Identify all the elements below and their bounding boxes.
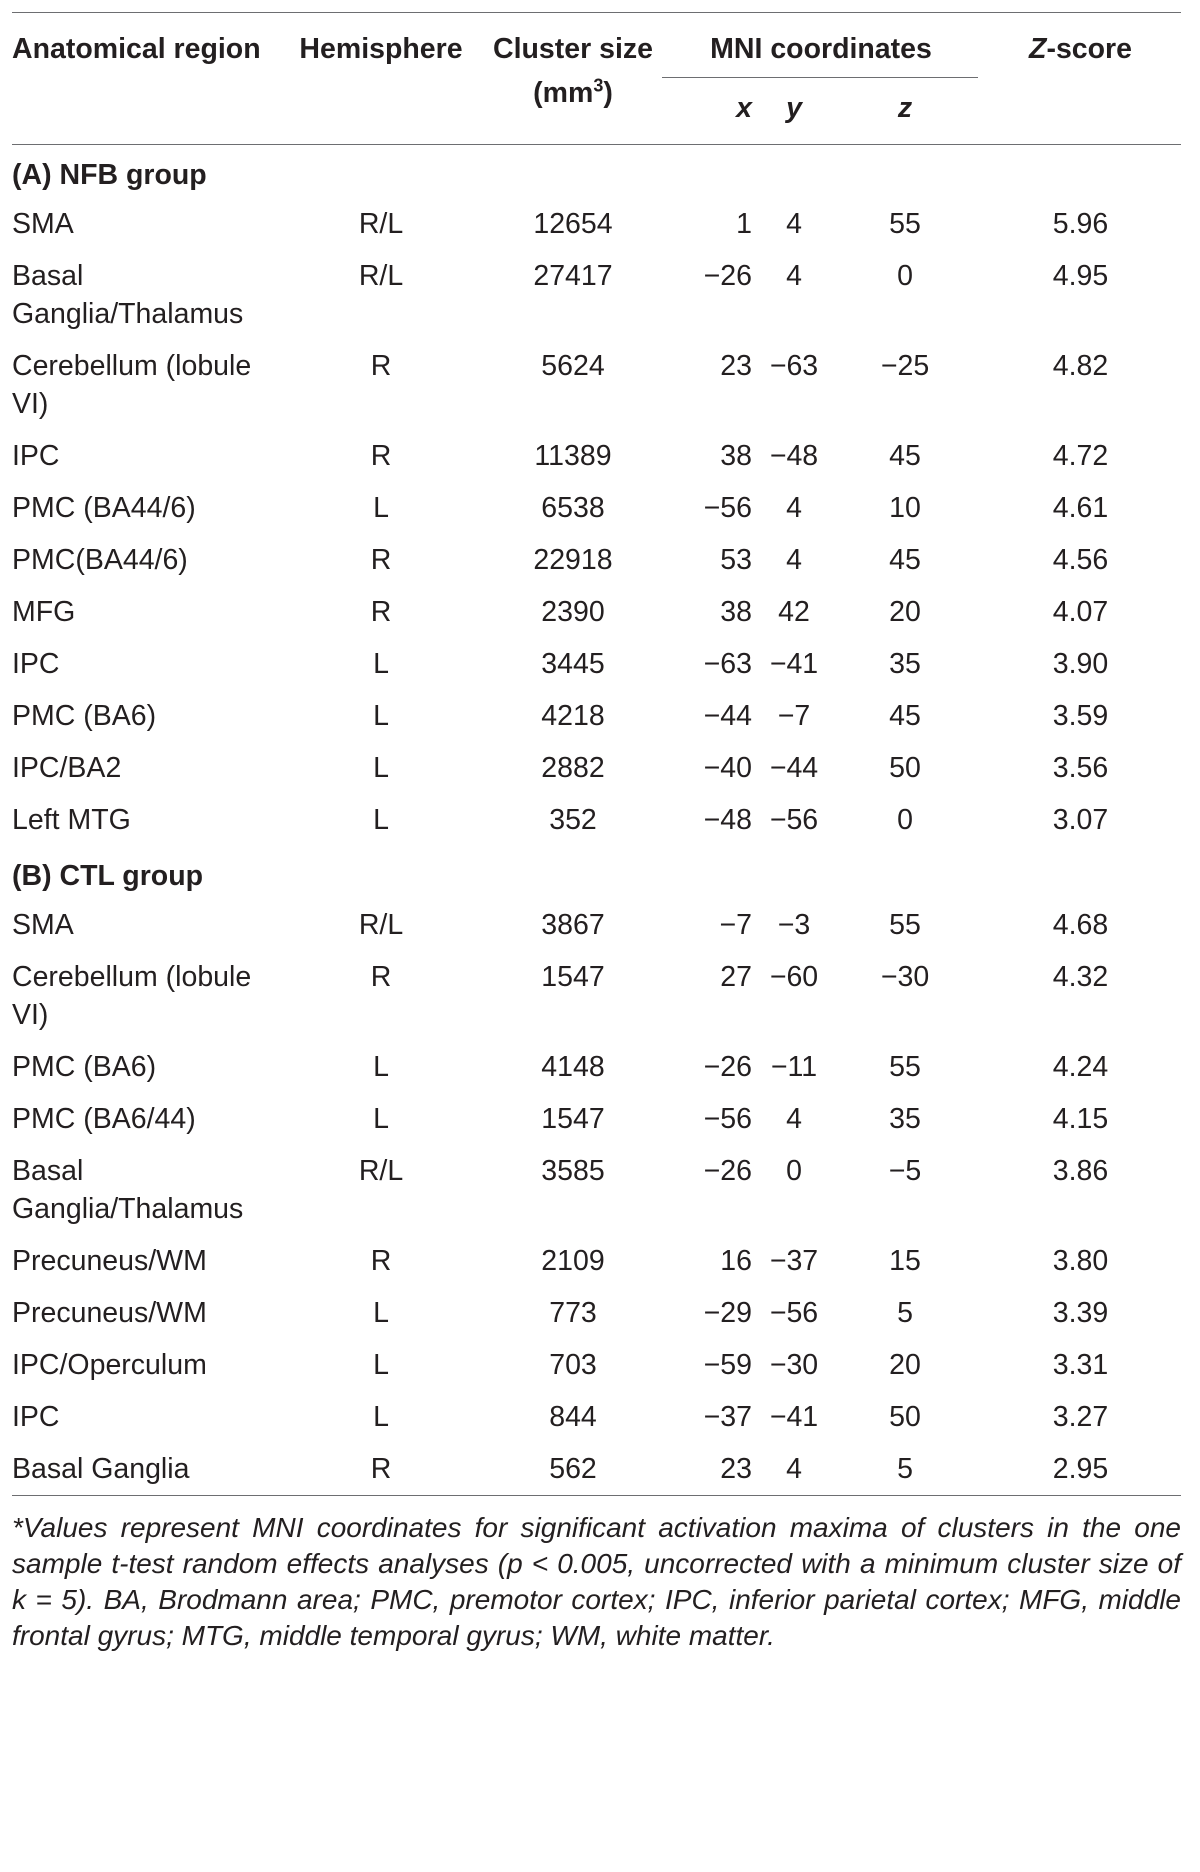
cell-y: −63 [769,350,819,382]
cell-y: −7 [777,700,811,732]
table-body [12,145,1181,1495]
cell-hemisphere: R [370,544,392,576]
group-header-row [12,846,1181,899]
header-mni-label: MNI coordinates [710,33,932,65]
cell-hemisphere: R [370,596,392,628]
cell-x: −37 [703,1401,752,1433]
cell-region: IPC/Operculum [12,1349,207,1381]
cell-z: 35 [889,1103,921,1135]
cell-x: −63 [703,648,752,680]
cell-cluster-size: 352 [549,804,597,836]
cell-z-score: 3.90 [1052,648,1109,680]
cell-y: −56 [769,1297,819,1329]
cell-x: −40 [703,752,752,784]
cell-cluster-size: 2109 [541,1245,605,1277]
cell-y: −37 [769,1245,819,1277]
cell-cluster-size: 773 [549,1297,597,1329]
cell-region: Basal Ganglia/Thalamus [12,260,244,330]
cell-z: 5 [897,1297,913,1329]
cell-z: 45 [889,440,921,472]
cell-hemisphere: L [373,1401,389,1433]
header-cluster-unit-superscript: 3 [593,75,604,96]
table-row [12,638,1181,690]
cell-x: −29 [703,1297,752,1329]
cell-z-score: 5.96 [1052,208,1109,240]
cell-z-score: 3.31 [1052,1349,1109,1381]
cell-z-score: 3.86 [1052,1155,1109,1187]
cell-z-score: 4.82 [1052,350,1109,382]
cell-region: PMC(BA44/6) [12,544,188,576]
cell-y: 4 [786,1453,802,1485]
cell-cluster-size: 6538 [541,492,605,524]
cell-x: 23 [720,350,752,382]
cell-z-score: 3.59 [1052,700,1109,732]
header-cluster-unit-suffix: ) [603,77,613,109]
cell-hemisphere: L [373,804,389,836]
cell-y: −56 [769,804,819,836]
cell-x: 38 [720,440,752,472]
table-row [12,742,1181,794]
group-label: (B) CTL group [12,860,204,892]
cell-z: 45 [889,700,921,732]
table-row [12,951,1181,1041]
cell-cluster-size: 4218 [541,700,605,732]
cell-x: 16 [720,1245,752,1277]
cell-x: −26 [703,260,752,292]
header-hemisphere: Hemisphere [299,33,463,65]
table-row [12,198,1181,250]
cell-y: −48 [769,440,819,472]
cell-region: Basal Ganglia/Thalamus [12,1155,244,1225]
header-x: x [736,92,752,124]
cell-y: −41 [769,1401,819,1433]
cell-y: 4 [786,260,802,292]
cell-region: SMA [12,909,74,941]
cell-hemisphere: L [373,492,389,524]
cell-region: MFG [12,596,76,628]
table-footnote: *Values represent MNI coordinates for significant activation maxima of clusters in the one sample t-test random effects analyses (p < 0.005, uncorrected with a minimum cluster size of k = 5). BA, Brodmann area; PMC, premotor cortex; IPC, inferior parietal cortex; MFG, middle frontal gyrus; MTG, middle temporal gyrus; WM, white matter. [12,1512,1181,1651]
table-row [12,482,1181,534]
cell-x: 23 [720,1453,752,1485]
cell-z-score: 4.24 [1052,1051,1109,1083]
header-cluster-unit-prefix: (mm [533,77,594,109]
cell-cluster-size: 3585 [541,1155,605,1187]
cell-region: Precuneus/WM [12,1245,207,1277]
cell-y: −3 [777,909,811,941]
cell-z-score: 3.27 [1052,1401,1109,1433]
cell-z: 50 [889,752,921,784]
cell-z-score: 3.56 [1052,752,1109,784]
cell-hemisphere: R/L [358,208,404,240]
cell-x: −59 [703,1349,752,1381]
cell-y: 4 [786,1103,802,1135]
table-row [12,1041,1181,1093]
cell-z: 55 [889,208,921,240]
cell-hemisphere: R [370,440,392,472]
header-z-score-suffix: -score [1046,33,1132,65]
cell-cluster-size: 3445 [541,648,605,680]
cell-cluster-size: 1547 [541,961,605,993]
cell-hemisphere: R [370,350,392,382]
cell-hemisphere: L [373,648,389,680]
cell-z-score: 3.07 [1052,804,1109,836]
group-header-row [12,145,1181,198]
cell-z: 55 [889,909,921,941]
group-label: (A) NFB group [12,159,207,191]
cell-z-score: 4.95 [1052,260,1109,292]
cell-z: 15 [889,1245,921,1277]
cell-x: 27 [720,961,752,993]
cell-z: 10 [889,492,921,524]
table-row [12,690,1181,742]
cell-hemisphere: R/L [358,909,404,941]
cell-region: IPC [12,440,60,472]
cell-hemisphere: L [373,1297,389,1329]
header-cluster-size-label: Cluster size [493,33,653,65]
table-row [12,250,1181,340]
cell-x: −56 [703,492,752,524]
cell-x: −7 [719,909,752,941]
header-mni-coordinates [662,13,980,78]
cell-region: Left MTG [12,804,131,836]
cell-z: 0 [897,804,913,836]
cell-z: 35 [889,648,921,680]
cell-y: −11 [770,1051,818,1083]
cell-z: 20 [889,596,921,628]
cell-y: −44 [769,752,819,784]
cell-hemisphere: L [373,1103,389,1135]
cell-y: 42 [778,596,810,628]
cell-hemisphere: R [370,1453,392,1485]
cell-x: 53 [720,544,752,576]
cell-z-score: 4.61 [1052,492,1109,524]
table-row [12,1339,1181,1391]
cell-region: Cerebellum (lobule VI) [12,961,252,1031]
header-z-score [980,13,1181,145]
table-row [12,586,1181,638]
cell-x: 1 [736,208,752,240]
cell-z-score: 4.15 [1052,1103,1109,1135]
cell-cluster-size: 12654 [533,208,613,240]
cell-hemisphere: R/L [358,260,404,292]
cell-z-score: 4.68 [1052,909,1109,941]
cell-y: −41 [769,648,819,680]
table-row [12,1391,1181,1443]
cell-z-score: 4.56 [1052,544,1109,576]
table-bottom-rule [12,1495,1181,1496]
cell-z: 20 [889,1349,921,1381]
cell-region: IPC [12,648,60,680]
table-row [12,1145,1181,1235]
cell-cluster-size: 562 [549,1453,597,1485]
cell-cluster-size: 1547 [541,1103,605,1135]
cell-cluster-size: 22918 [533,544,613,576]
header-z-italic: Z [1029,33,1047,65]
table-row [12,1287,1181,1339]
cell-x: −44 [703,700,752,732]
cell-hemisphere: R [370,961,392,993]
cell-cluster-size: 844 [549,1401,597,1433]
results-table-container [12,12,1196,1654]
cell-z: −25 [880,350,930,382]
cell-z-score: 3.80 [1052,1245,1109,1277]
cell-z: 55 [889,1051,921,1083]
cell-cluster-size: 2390 [541,596,605,628]
cell-y: 4 [786,544,802,576]
cell-z: 45 [889,544,921,576]
cell-z: 50 [889,1401,921,1433]
cell-z-score: 2.95 [1052,1453,1109,1485]
cell-region: PMC (BA6) [12,1051,157,1083]
header-anatomical-region: Anatomical region [12,33,261,65]
cell-y: 4 [786,208,802,240]
cell-hemisphere: L [373,1051,389,1083]
cell-x: −26 [703,1155,752,1187]
table-row [12,534,1181,586]
table-row [12,899,1181,951]
cell-z: 0 [897,260,913,292]
cell-hemisphere: R/L [358,1155,404,1187]
cell-z-score: 4.32 [1052,961,1109,993]
cell-z-score: 4.72 [1052,440,1109,472]
cell-region: IPC [12,1401,60,1433]
cell-x: −26 [703,1051,752,1083]
table-row [12,430,1181,482]
table-row [12,1443,1181,1495]
activation-maxima-table [12,13,1181,1495]
cell-z-score: 3.39 [1052,1297,1109,1329]
table-row [12,1093,1181,1145]
cell-y: 4 [786,492,802,524]
cell-x: 38 [720,596,752,628]
cell-z-score: 4.07 [1052,596,1109,628]
cell-hemisphere: R [370,1245,392,1277]
cell-region: Basal Ganglia [12,1453,190,1485]
table-row [12,1235,1181,1287]
cell-region: Precuneus/WM [12,1297,207,1329]
cell-z: 5 [897,1453,913,1485]
header-y: y [786,92,802,124]
table-row [12,794,1181,846]
cell-y: −60 [769,961,819,993]
cell-cluster-size: 27417 [533,260,613,292]
header-cluster-size [484,13,662,145]
cell-y: −30 [769,1349,819,1381]
table-row [12,340,1181,430]
cell-cluster-size: 11389 [534,440,612,472]
cell-x: −56 [703,1103,752,1135]
cell-cluster-size: 3867 [541,909,605,941]
cell-region: PMC (BA44/6) [12,492,196,524]
cell-region: IPC/BA2 [12,752,122,784]
cell-hemisphere: L [373,700,389,732]
cell-region: PMC (BA6/44) [12,1103,196,1135]
table-header [12,13,1181,145]
cell-y: 0 [786,1155,802,1187]
cell-region: Cerebellum (lobule VI) [12,350,252,420]
cell-z: −30 [880,961,930,993]
cell-z: −5 [888,1155,922,1187]
cell-x: −48 [703,804,752,836]
header-z: z [897,92,913,124]
cell-cluster-size: 4148 [541,1051,605,1083]
cell-cluster-size: 703 [549,1349,597,1381]
cell-region: SMA [12,208,74,240]
cell-cluster-size: 2882 [541,752,605,784]
cell-hemisphere: L [373,752,389,784]
cell-hemisphere: L [373,1349,389,1381]
cell-cluster-size: 5624 [541,350,605,382]
cell-region: PMC (BA6) [12,700,157,732]
